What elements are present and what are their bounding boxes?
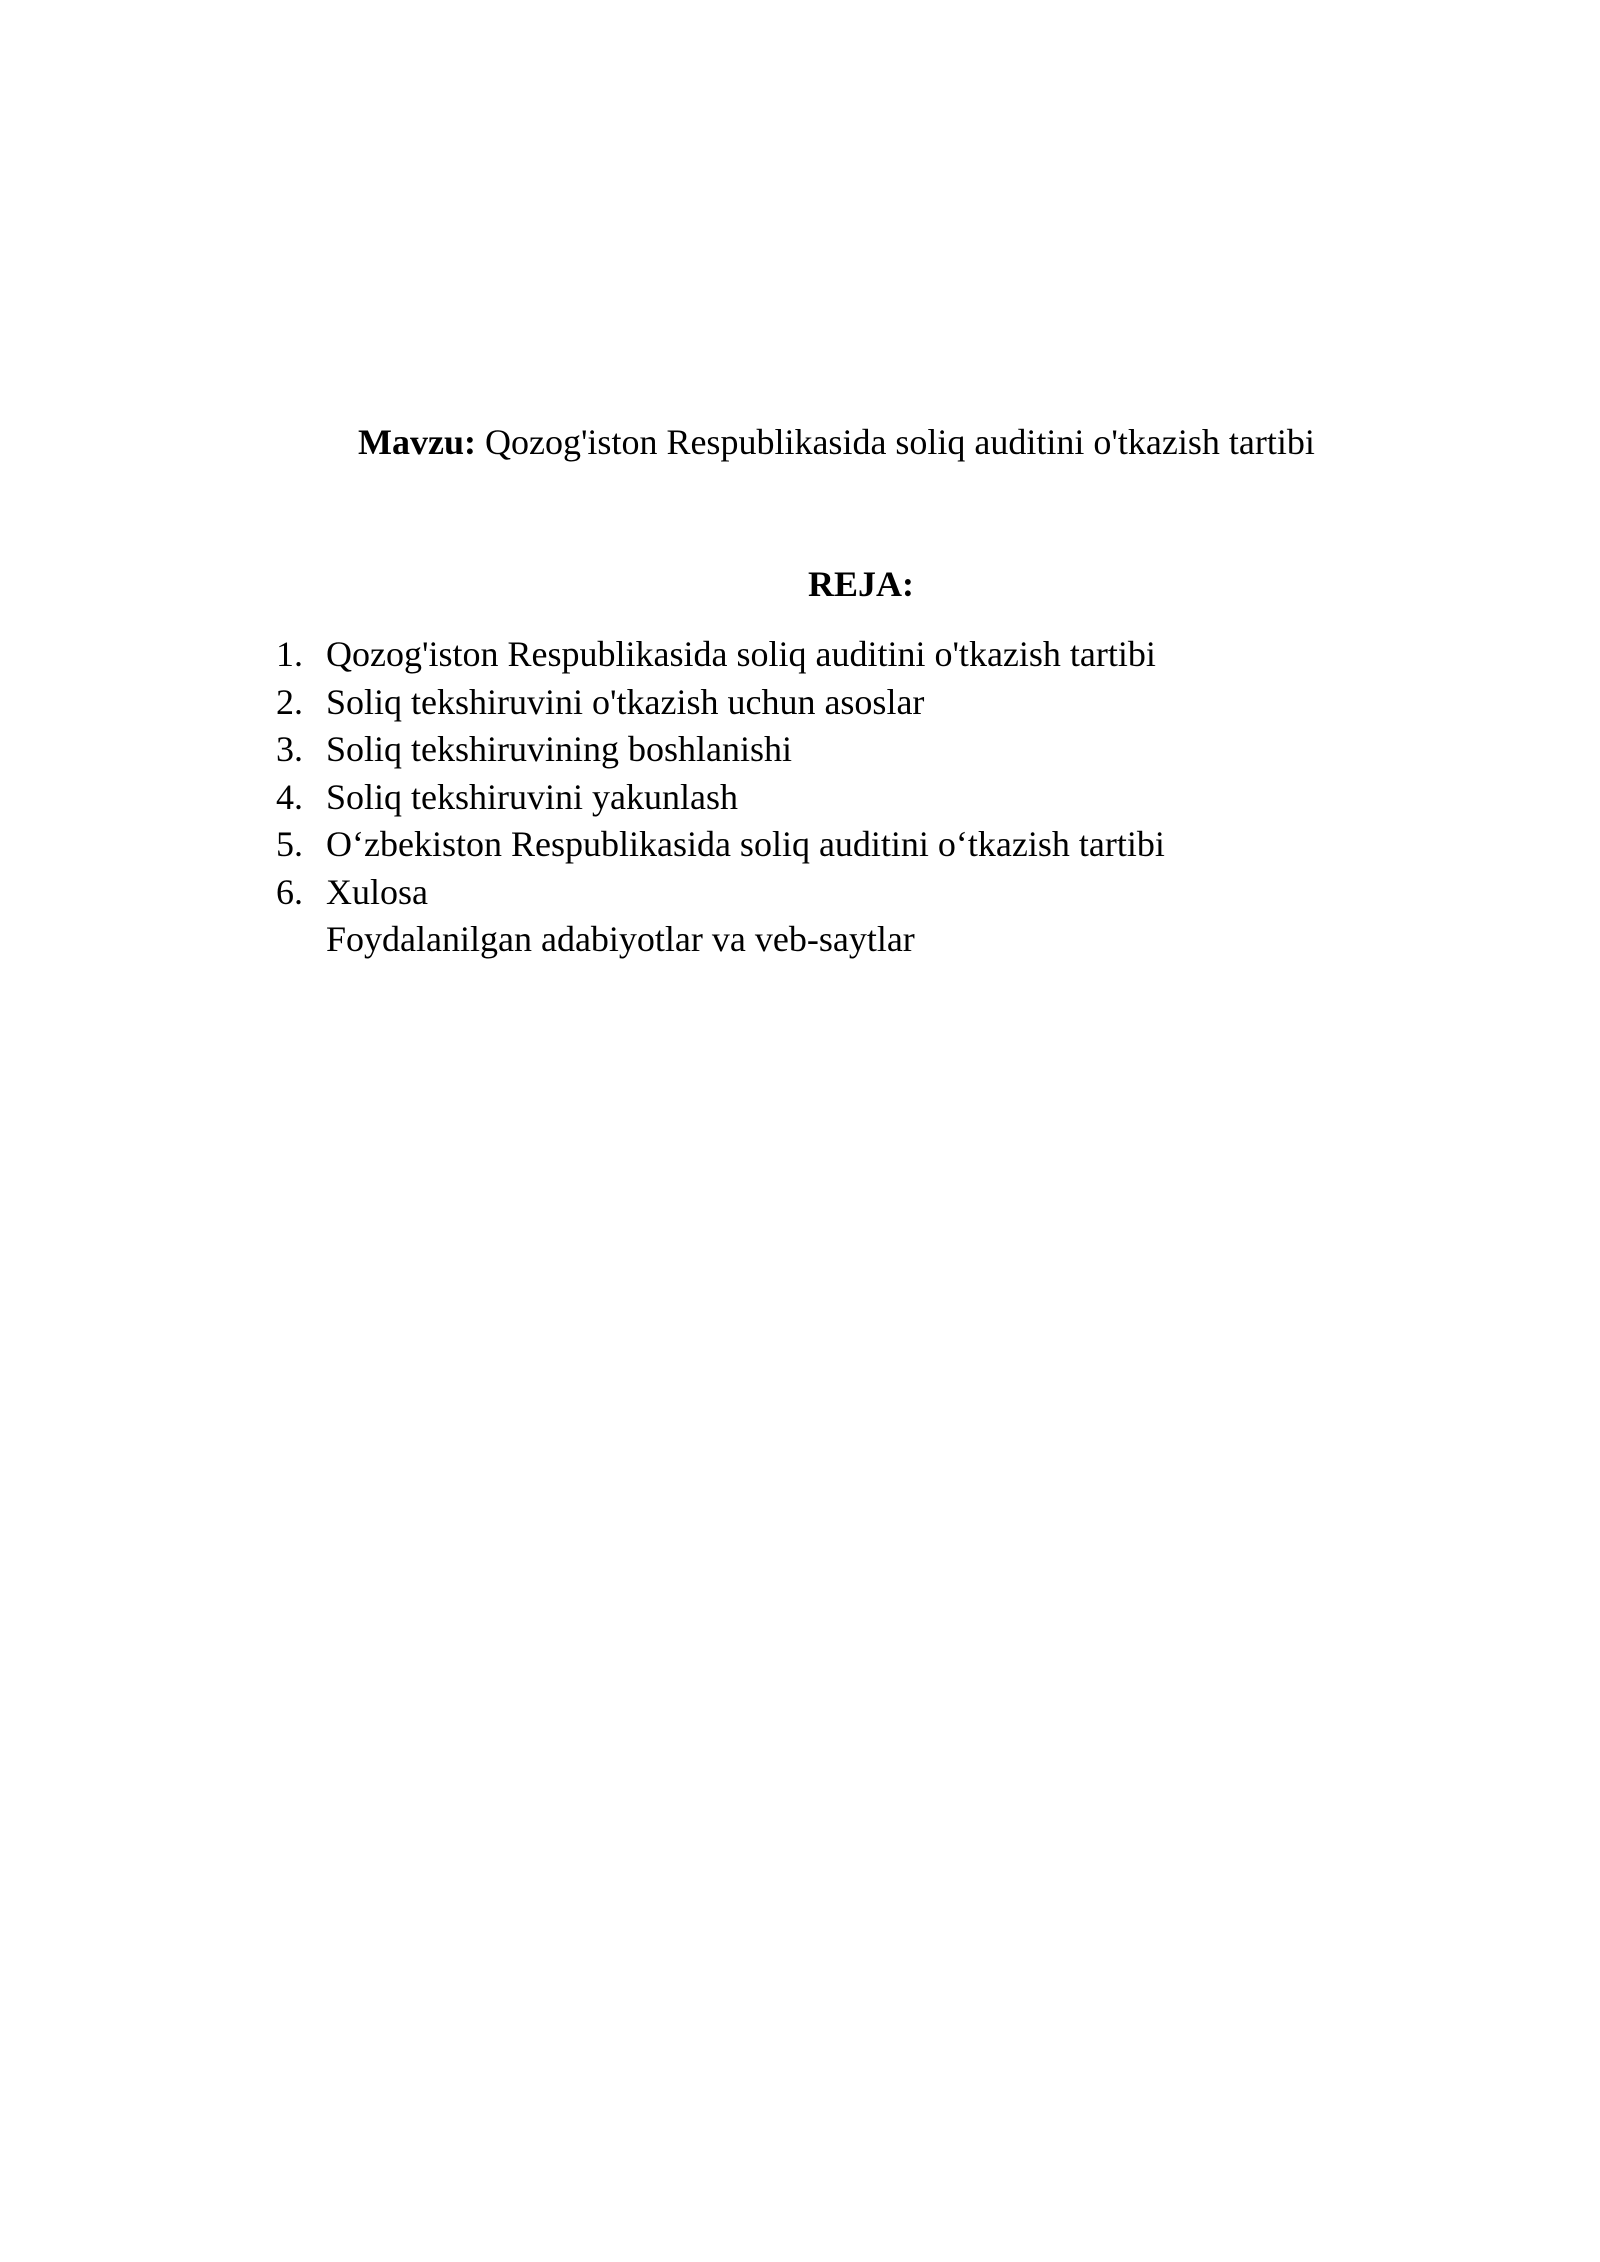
plan-item-3 — [276, 727, 1165, 775]
plan-item-number: 3. — [276, 729, 303, 769]
plan-item-text: Qozog'iston Respublikasida soliq auditini o'tkazish tartibi — [326, 634, 1156, 674]
plan-item-6 — [276, 870, 1165, 918]
plan-item-text: O‘zbekiston Respublikasida soliq auditini o‘tkazish tartibi — [326, 824, 1165, 864]
plan-item-text: Xulosa — [326, 871, 428, 912]
plan-item-number: 4. — [276, 776, 303, 817]
plan-item-text: Soliq tekshiruvini o'tkazish uchun asoslar — [326, 681, 925, 722]
plan-item-number: 6. — [276, 871, 303, 912]
plan-item-text: Soliq tekshiruvini yakunlash — [326, 776, 738, 817]
plan-item-4 — [276, 775, 1165, 823]
plan-item-1 — [276, 632, 1165, 680]
topic-text: Qozog'iston Respublikasida soliq auditini o'tkazish tartibi — [484, 422, 1315, 462]
plan-item-number: 2. — [276, 681, 303, 722]
plan-list — [276, 632, 1165, 917]
plan-item-number: 1. — [276, 634, 303, 674]
plan-heading: REJA: — [808, 564, 914, 604]
plan-item-text: Soliq tekshiruvining boshlanishi — [326, 729, 793, 769]
plan-extra-line: Foydalanilgan adabiyotlar va veb-saytlar — [326, 919, 915, 959]
topic-label: Mavzu: — [358, 422, 476, 462]
plan-item-2 — [276, 680, 1165, 728]
plan-item-number: 5. — [276, 824, 303, 864]
plan-item-5 — [276, 822, 1165, 870]
topic-line — [358, 420, 1315, 464]
